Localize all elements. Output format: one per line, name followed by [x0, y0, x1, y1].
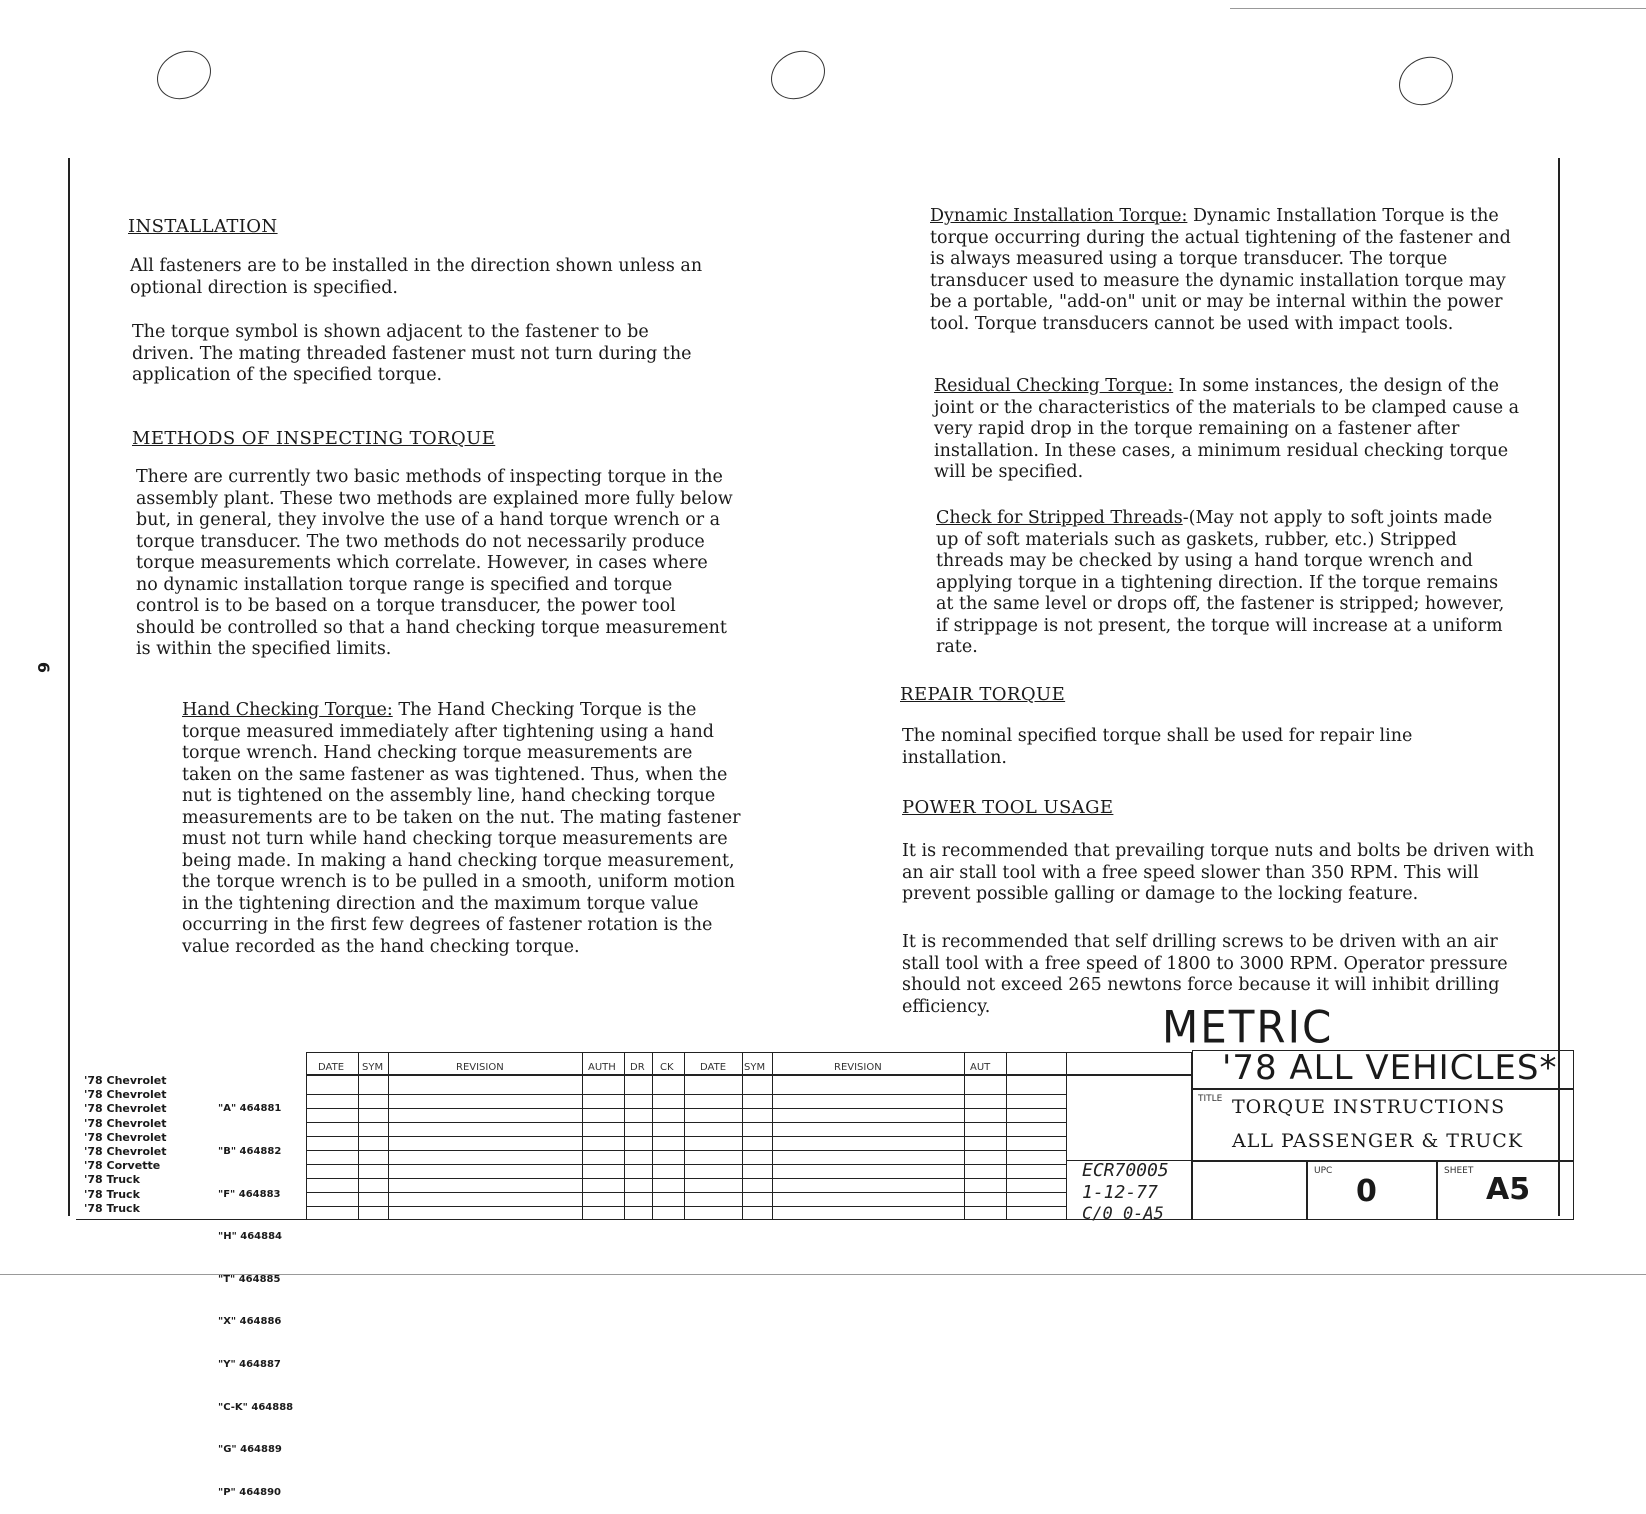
power-tool-heading: POWER TOOL USAGE [902, 797, 1114, 818]
vehicle-item: '78 Chevrolet [84, 1102, 167, 1116]
code-item: "X" 464886 [218, 1316, 282, 1328]
vehicle-item: '78 Truck [84, 1173, 140, 1187]
title-label: TITLE [1198, 1094, 1223, 1104]
stripped-text: -(May not apply to soft joints made up of soft materials such as gaskets, rubber, etc.) Stripped threads may be checked by using a hand torque wrench and applying torque in a tightening direction. If the torque remains at the same level or drops off, the fastener is stripped; however, if strippage is not present, the torque will increase at a uniform rate. [936, 508, 1505, 657]
subtitle-1: TORQUE INSTRUCTIONS [1232, 1096, 1506, 1118]
rev-header-revision: REVISION [456, 1062, 504, 1073]
binder-hole-center [762, 42, 833, 109]
vehicle-item: '78 Truck [84, 1187, 140, 1201]
ecr-reference: C/0 0-A5 [1082, 1204, 1164, 1224]
code-item: "Y" 464887 [218, 1359, 281, 1371]
grid-col-line [684, 1052, 685, 1220]
methods-heading: METHODS OF INSPECTING TORQUE [132, 428, 496, 449]
code-item: "H" 464884 [218, 1231, 283, 1243]
repair-torque-paragraph: The nominal specified torque shall be used for repair line installation. [902, 726, 1413, 768]
grid-row-line [306, 1206, 1066, 1207]
power-tool-paragraph-1: It is recommended that prevailing torque nuts and bolts be driven with an air stall tool with a free speed slower than 350 RPM. This will prevent possible galling or damage to the locking feature. [902, 841, 1535, 904]
vehicle-item: '78 Truck [84, 1201, 140, 1215]
rev-header-date: DATE [318, 1062, 345, 1073]
main-title: '78 ALL VEHICLES* [1222, 1048, 1558, 1088]
grid-row-line [306, 1108, 1066, 1109]
grid-col-line [772, 1052, 773, 1220]
metric-stamp: METRIC [1162, 1001, 1334, 1054]
residual-torque-paragraph [934, 376, 1524, 484]
grid-col-line [624, 1052, 625, 1220]
revision-header-line [306, 1074, 1192, 1076]
code-item: "B" 464882 [218, 1146, 282, 1158]
grid-row-line [306, 1192, 1066, 1193]
vehicle-item: '78 Chevrolet [84, 1088, 167, 1102]
sheet-value: A5 [1486, 1172, 1531, 1207]
ecr-number: ECR70005 [1082, 1160, 1169, 1181]
rev-header-revision-2: REVISION [834, 1062, 882, 1073]
hand-checking-text: The Hand Checking Torque is the torque measured immediately after tightening using a hand torque wrench. Hand checking torque measurements are taken on the same fastener as was tightened. Thus, when the nut is tightened on the assembly line, hand checking torque measurements are to be taken on the nut. The mating fastener must not turn while hand checking torque measurements are being made. In making a hand checking torque measurement, the torque wrench is to be pulled in a smooth, uniform motion in the tightening direction and the maximum torque value occurring in the first few degrees of fastener rotation is the value recorded as the hand checking torque. [182, 700, 741, 957]
code-item: "C-K" 464888 [218, 1401, 294, 1413]
left-margin-line [68, 158, 70, 1216]
grid-col-line [358, 1052, 359, 1220]
upc-divider [1306, 1160, 1308, 1220]
upc-value: 0 [1356, 1174, 1377, 1209]
ecr-date: 1-12-77 [1082, 1182, 1158, 1203]
stripped-threads-paragraph [936, 508, 1512, 659]
code-item: "T" 464885 [218, 1273, 281, 1285]
installation-heading: INSTALLATION [128, 216, 278, 237]
code-item: "G" 464889 [218, 1444, 282, 1456]
rev-header-auth: AUTH [588, 1062, 616, 1073]
code-item: "A" 464881 [218, 1103, 282, 1115]
sheet-divider [1436, 1160, 1438, 1220]
dynamic-term: Dynamic Installation Torque: [930, 206, 1188, 226]
rev-header-date-2: DATE [700, 1062, 727, 1073]
rev-header-auth-2: AUT [970, 1062, 991, 1073]
grid-col-line [742, 1052, 743, 1220]
power-tool-paragraph-2: It is recommended that self drilling screws to be driven with an air stall tool with a free speed of 1800 to 3000 RPM. Operator pressure should not exceed 265 newtons force because it will inhibit drilling efficiency. [902, 932, 1508, 1017]
rev-header-sym: SYM [362, 1062, 384, 1073]
installation-paragraph-1: All fasteners are to be installed in the direction shown unless an optional direction is specified. [130, 256, 703, 298]
binder-hole-left [148, 42, 219, 109]
upc-label: UPC [1314, 1166, 1333, 1176]
vehicle-item: '78 Chevrolet [84, 1116, 167, 1130]
residual-text: In some instances, the design of the joint or the characteristics of the materials to be clamped cause a very rapid drop in the torque remaining on a fastener after installation. In these cases, a minimum residual checking torque will be specified. [934, 376, 1520, 482]
methods-paragraph: There are currently two basic methods of inspecting torque in the assembly plant. These two methods are explained more fully below but, in general, they involve the use of a hand torque wrench or a torque transducer. The two methods do not necessarily produce torque measurements which correlate. However, in cases where no dynamic installation torque range is specified and torque control is to be based on a torque transducer, the power tool should be controlled so that a hand checking torque measurement is within the specified limits. [136, 467, 733, 659]
grid-col-line [1006, 1052, 1007, 1220]
vehicle-item: '78 Chevrolet [84, 1074, 167, 1087]
rev-header-sym-2: SYM [744, 1062, 766, 1073]
rev-header-dr: DR [630, 1062, 645, 1073]
hand-checking-term: Hand Checking Torque: [182, 700, 393, 720]
grid-col-line [582, 1052, 583, 1220]
title-divider [1192, 1160, 1574, 1162]
grid-row-line [306, 1122, 1066, 1123]
vehicle-item: '78 Corvette [84, 1159, 161, 1173]
grid-row-line [306, 1178, 1066, 1179]
installation-paragraph-2: The torque symbol is shown adjacent to the fastener to be driven. The mating threaded fastener must not turn during the application of the specified torque. [132, 322, 692, 385]
code-item: "P" 464890 [218, 1486, 281, 1498]
vehicle-item: '78 Chevrolet [84, 1130, 167, 1144]
dynamic-torque-paragraph [930, 206, 1512, 335]
grid-row-line [306, 1164, 1066, 1165]
grid-col-line [1066, 1052, 1067, 1220]
vehicle-list [84, 1074, 167, 1216]
code-list [218, 1074, 293, 1514]
dynamic-text: Dynamic Installation Torque is the torque occurring during the actual tightening of the fastener and is always measured using a torque transducer. The torque transducer used to measure the dynamic installation torque may be a portable, "add-on" unit or may be internal within the power tool. Torque transducers cannot be used with impact tools. [930, 206, 1511, 334]
hand-checking-paragraph [182, 700, 742, 958]
code-item: "F" 464883 [218, 1188, 281, 1200]
grid-row-line [306, 1094, 1066, 1095]
grid-col-line [652, 1052, 653, 1220]
grid-col-line [964, 1052, 965, 1220]
stripped-term: Check for Stripped Threads [936, 508, 1183, 528]
repair-torque-heading: REPAIR TORQUE [900, 684, 1066, 705]
sheet-label: SHEET [1444, 1166, 1474, 1176]
grid-row-line [306, 1150, 1066, 1151]
grid-row-line [306, 1136, 1066, 1137]
residual-term: Residual Checking Torque: [934, 376, 1174, 396]
binder-hole-right [1390, 48, 1461, 115]
subtitle-2: ALL PASSENGER & TRUCK [1232, 1130, 1524, 1152]
rev-header-ck: CK [660, 1062, 674, 1073]
top-rule [1230, 8, 1646, 9]
title-divider [1192, 1088, 1574, 1090]
page-number: 6 [34, 661, 54, 674]
grid-col-line [388, 1052, 389, 1220]
vehicle-item: '78 Chevrolet [84, 1145, 167, 1159]
